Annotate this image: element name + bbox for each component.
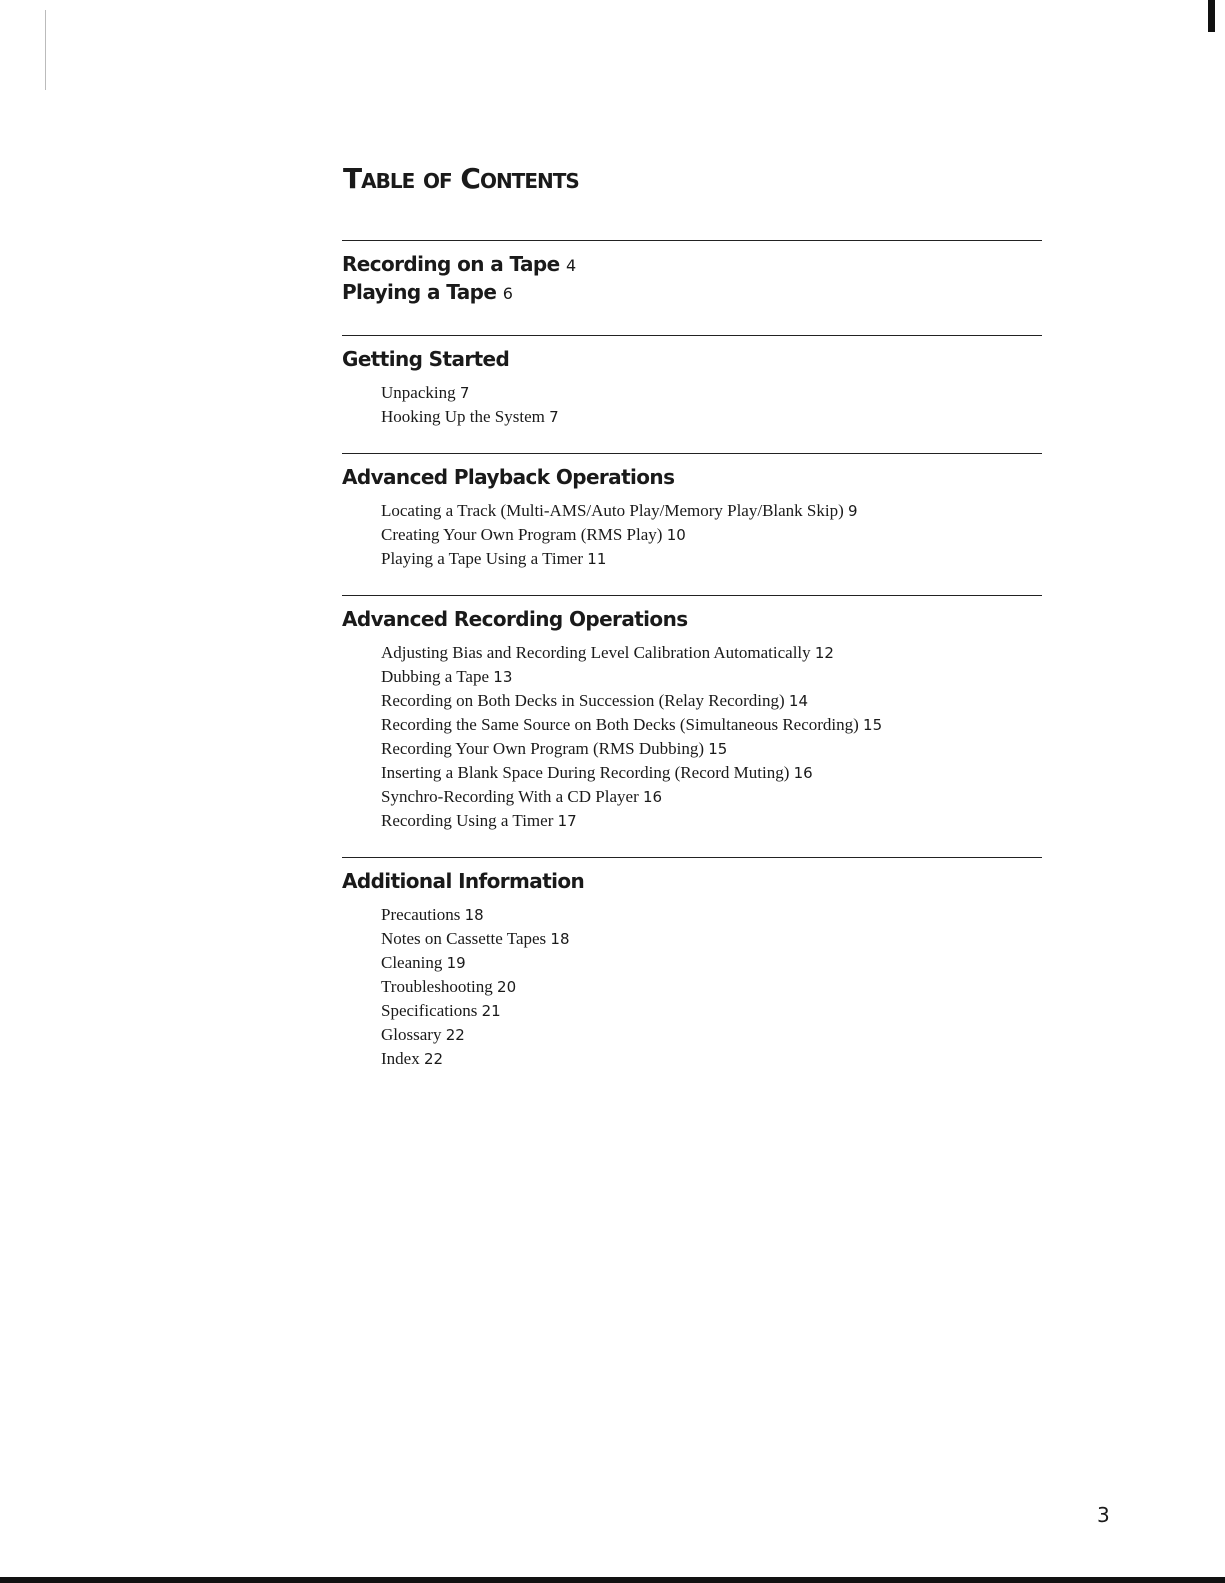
toc-entry-page: 11 [587, 550, 607, 568]
section-heading-label: Getting Started [342, 347, 510, 371]
toc-entry-label: Unpacking [381, 383, 456, 402]
toc-entry-label: Glossary [381, 1025, 442, 1044]
section-heading-page: 6 [502, 284, 513, 303]
toc-entry-label: Hooking Up the System [381, 407, 545, 426]
section-heading-label: Additional Information [342, 869, 585, 893]
toc-section [342, 595, 1042, 833]
toc-entry-page: 7 [549, 408, 559, 426]
toc-entry-page: 22 [423, 1050, 444, 1068]
section-heading-label: Recording on a Tape [342, 252, 560, 276]
toc-section [342, 335, 1042, 429]
section-heading-label: Advanced Playback Operations [342, 465, 675, 489]
toc-entry[interactable] [381, 689, 1042, 713]
toc-entry[interactable] [381, 999, 1042, 1023]
section-heading[interactable] [342, 868, 1042, 895]
toc-entry-page: 9 [848, 502, 858, 520]
toc-entry-label: Playing a Tape Using a Timer [381, 549, 584, 568]
section-heading[interactable] [342, 464, 1042, 491]
scan-edge-bottom [0, 1577, 1225, 1583]
toc-entry[interactable] [381, 737, 1042, 761]
section-heading[interactable] [342, 279, 1042, 307]
toc-entry-label: Index [381, 1049, 420, 1068]
toc-entry[interactable] [381, 903, 1042, 927]
toc-entry[interactable] [381, 381, 1042, 405]
toc-entry-label: Troubleshooting [381, 977, 493, 996]
toc-entry-page: 14 [788, 692, 809, 710]
section-heading-label: Playing a Tape [342, 280, 497, 304]
toc-entry-label: Cleaning [381, 953, 443, 972]
toc-entry[interactable] [381, 809, 1042, 833]
toc-entry-page: 17 [557, 812, 577, 830]
toc-entry-page: 16 [642, 788, 663, 806]
toc-entry-page: 22 [445, 1026, 465, 1044]
toc-entry-label: Adjusting Bias and Recording Level Calibration Automatically [381, 643, 811, 662]
toc-entry[interactable] [381, 927, 1042, 951]
toc-entry[interactable] [381, 761, 1042, 785]
section-heading[interactable] [342, 251, 1042, 279]
toc-section [342, 240, 1042, 307]
toc-entry-page: 15 [863, 716, 883, 734]
toc-entry-page: 19 [446, 954, 466, 972]
toc-entry[interactable] [381, 523, 1042, 547]
section-heading[interactable] [342, 606, 1042, 633]
toc-entry-label: Inserting a Blank Space During Recording (Record Muting) [381, 763, 790, 782]
toc-entry-label: Recording the Same Source on Both Decks (Simultaneous Recording) [381, 715, 859, 734]
toc-entry[interactable] [381, 499, 1042, 523]
toc-entry-page: 18 [464, 906, 484, 924]
toc-entry-list [381, 903, 1042, 1071]
toc-entry-label: Precautions [381, 905, 461, 924]
toc-entry[interactable] [381, 975, 1042, 999]
toc-entry-page: 21 [481, 1002, 501, 1020]
section-heading-label: Advanced Recording Operations [342, 607, 688, 631]
toc-entry-label: Specifications [381, 1001, 478, 1020]
toc-entry[interactable] [381, 785, 1042, 809]
toc-section [342, 453, 1042, 571]
toc-entry-label: Creating Your Own Program (RMS Play) [381, 525, 663, 544]
table-of-contents [342, 240, 1042, 1071]
toc-entry-page: 13 [493, 668, 513, 686]
toc-entry-page: 7 [459, 384, 470, 402]
toc-entry-page: 10 [666, 526, 686, 544]
section-heading[interactable] [342, 346, 1042, 373]
toc-entry-page: 16 [793, 764, 813, 782]
toc-entry[interactable] [381, 665, 1042, 689]
toc-entry-page: 18 [550, 930, 570, 948]
scan-mark-left [45, 10, 46, 90]
toc-entry[interactable] [381, 1047, 1042, 1071]
toc-entry-label: Recording Using a Timer [381, 811, 554, 830]
toc-section [342, 857, 1042, 1071]
toc-entry[interactable] [381, 547, 1042, 571]
toc-entry-label: Dubbing a Tape [381, 667, 490, 686]
toc-entry[interactable] [381, 1023, 1042, 1047]
toc-entry-label: Notes on Cassette Tapes [381, 929, 547, 948]
toc-entry-list [381, 381, 1042, 429]
toc-entry-label: Locating a Track (Multi-AMS/Auto Play/Memory Play/Blank Skip) [381, 501, 844, 520]
toc-entry[interactable] [381, 713, 1042, 737]
scan-mark-top [1208, 0, 1215, 32]
toc-entry-label: Synchro-Recording With a CD Player [381, 787, 639, 806]
page-number: 3 [1097, 1503, 1110, 1527]
toc-entry-label: Recording on Both Decks in Succession (Relay Recording) [381, 691, 785, 710]
page-title: Table of Contents [343, 161, 579, 195]
section-heading-page: 4 [565, 256, 577, 275]
toc-entry[interactable] [381, 641, 1042, 665]
toc-entry-list [381, 641, 1042, 833]
toc-entry-label: Recording Your Own Program (RMS Dubbing) [381, 739, 704, 758]
toc-entry-page: 20 [497, 978, 517, 996]
toc-entry-page: 12 [814, 644, 834, 662]
toc-entry[interactable] [381, 405, 1042, 429]
toc-entry[interactable] [381, 951, 1042, 975]
toc-entry-page: 15 [708, 740, 728, 758]
toc-entry-list [381, 499, 1042, 571]
